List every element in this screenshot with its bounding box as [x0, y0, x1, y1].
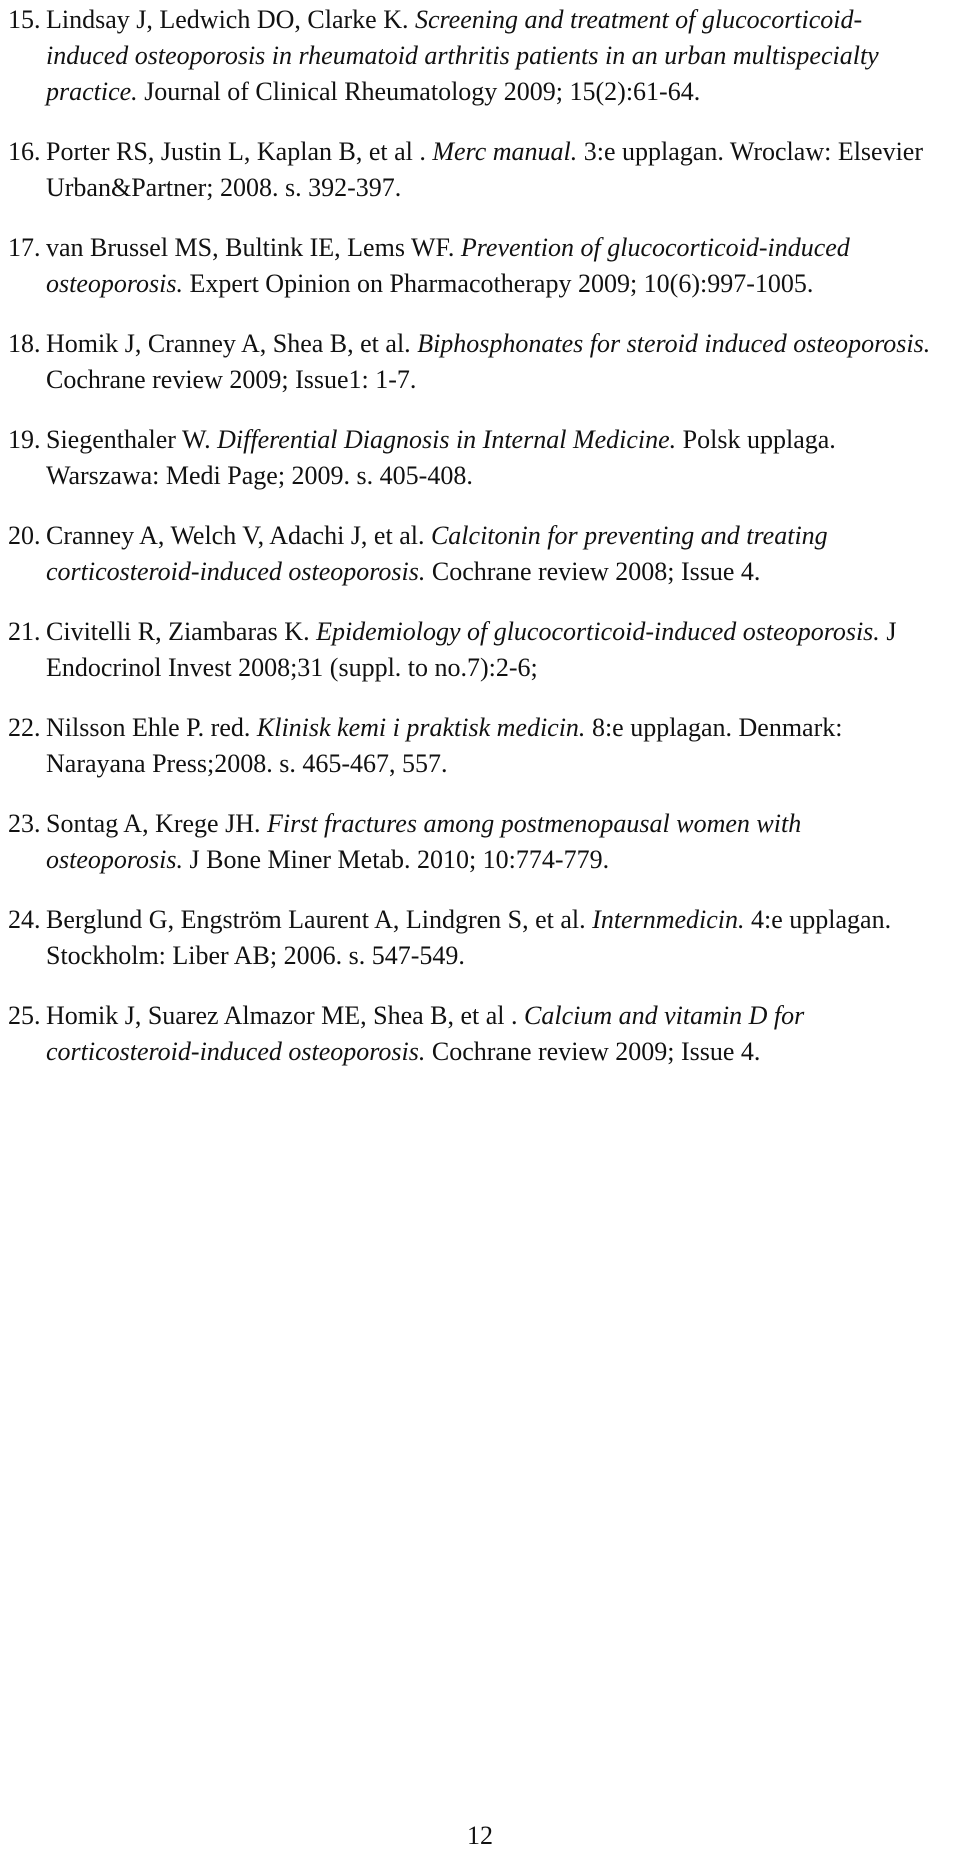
reference-number: 19. [8, 425, 41, 454]
reference-source: Journal of Clinical Rheumatology 2009; 15(2):61-64. [137, 77, 701, 106]
reference-title: Klinisk kemi i praktisk medicin. [256, 713, 586, 742]
reference-authors: Homik J, Suarez Almazor ME, Shea B, et al . [46, 1001, 525, 1030]
reference-text [46, 233, 850, 298]
reference-source: J Endocrinol Invest 2008;31 (suppl. to no.7):2-6; [46, 617, 897, 682]
reference-authors: Siegenthaler W. [46, 425, 218, 454]
page-number: 12 [467, 1821, 493, 1850]
reference-title: Calcium and vitamin D for corticosteroid-induced osteoporosis. [46, 1001, 805, 1066]
reference-source: Cochrane review 2009; Issue1: 1-7. [46, 365, 417, 394]
reference-authors: van Brussel MS, Bultink IE, Lems WF. [46, 233, 461, 262]
reference-item [8, 518, 938, 590]
reference-title: Calcitonin for preventing and treating corticosteroid-induced osteoporosis. [46, 521, 828, 586]
reference-source: Expert Opinion on Pharmacotherapy 2009; 10(6):997-1005. [183, 269, 814, 298]
reference-number: 17. [8, 233, 41, 262]
reference-source: 8:e upplagan. Denmark: Narayana Press;2008. s. 465-467, 557. [46, 713, 843, 778]
reference-item [8, 998, 938, 1070]
reference-number: 24. [8, 905, 41, 934]
reference-authors: Sontag A, Krege JH. [46, 809, 267, 838]
reference-item [8, 326, 938, 398]
reference-item [8, 422, 938, 494]
reference-text [46, 137, 923, 202]
reference-text [46, 713, 842, 778]
reference-authors: Porter RS, Justin L, Kaplan B, et al . [46, 137, 433, 166]
reference-number: 21. [8, 617, 41, 646]
reference-item [8, 2, 938, 110]
reference-item [8, 710, 938, 782]
reference-item [8, 614, 938, 686]
reference-authors: Homik J, Cranney A, Shea B, et al. [46, 329, 418, 358]
reference-authors: Civitelli R, Ziambaras K. [46, 617, 317, 646]
reference-title: First fractures among postmenopausal women with osteoporosis. [46, 809, 802, 874]
reference-text [46, 425, 836, 490]
reference-title: Internmedicin. [592, 905, 745, 934]
reference-title: Screening and treatment of glucocorticoid-induced osteoporosis in rheumatoid arthritis patients in an urban multispecialty practice. [46, 5, 879, 106]
reference-text [46, 1001, 804, 1066]
reference-item [8, 806, 938, 878]
reference-text [46, 617, 896, 682]
reference-item [8, 230, 938, 302]
reference-number: 18. [8, 329, 41, 358]
reference-item [8, 902, 938, 974]
reference-number: 22. [8, 713, 41, 742]
reference-number: 16. [8, 137, 41, 166]
reference-title: Differential Diagnosis in Internal Medicine. [217, 425, 677, 454]
reference-item [8, 134, 938, 206]
reference-source: Polsk upplaga. Warszawa: Medi Page; 2009. s. 405-408. [46, 425, 836, 490]
reference-source: J Bone Miner Metab. 2010; 10:774-779. [183, 845, 610, 874]
reference-text [46, 329, 930, 394]
reference-text [46, 521, 828, 586]
reference-text [46, 809, 801, 874]
reference-number: 15. [8, 5, 41, 34]
reference-authors: Lindsay J, Ledwich DO, Clarke K. [46, 5, 415, 34]
reference-authors: Nilsson Ehle P. red. [46, 713, 257, 742]
reference-number: 23. [8, 809, 41, 838]
reference-title: Epidemiology of glucocorticoid-induced osteoporosis. [316, 617, 880, 646]
reference-number: 25. [8, 1001, 41, 1030]
reference-text [46, 905, 891, 970]
reference-title: Biphosphonates for steroid induced osteoporosis. [417, 329, 931, 358]
reference-text [46, 5, 879, 106]
reference-authors: Cranney A, Welch V, Adachi J, et al. [46, 521, 431, 550]
reference-number: 20. [8, 521, 41, 550]
reference-title: Prevention of glucocorticoid-induced osteoporosis. [46, 233, 850, 298]
reference-source: 4:e upplagan. Stockholm: Liber AB; 2006. s. 547-549. [46, 905, 892, 970]
reference-list [8, 2, 938, 1094]
reference-source: Cochrane review 2008; Issue 4. [425, 557, 761, 586]
reference-authors: Berglund G, Engström Laurent A, Lindgren S, et al. [46, 905, 593, 934]
reference-source: 3:e upplagan. Wroclaw: Elsevier Urban&Partner; 2008. s. 392-397. [46, 137, 924, 202]
reference-title: Merc manual. [432, 137, 578, 166]
reference-source: Cochrane review 2009; Issue 4. [425, 1037, 761, 1066]
